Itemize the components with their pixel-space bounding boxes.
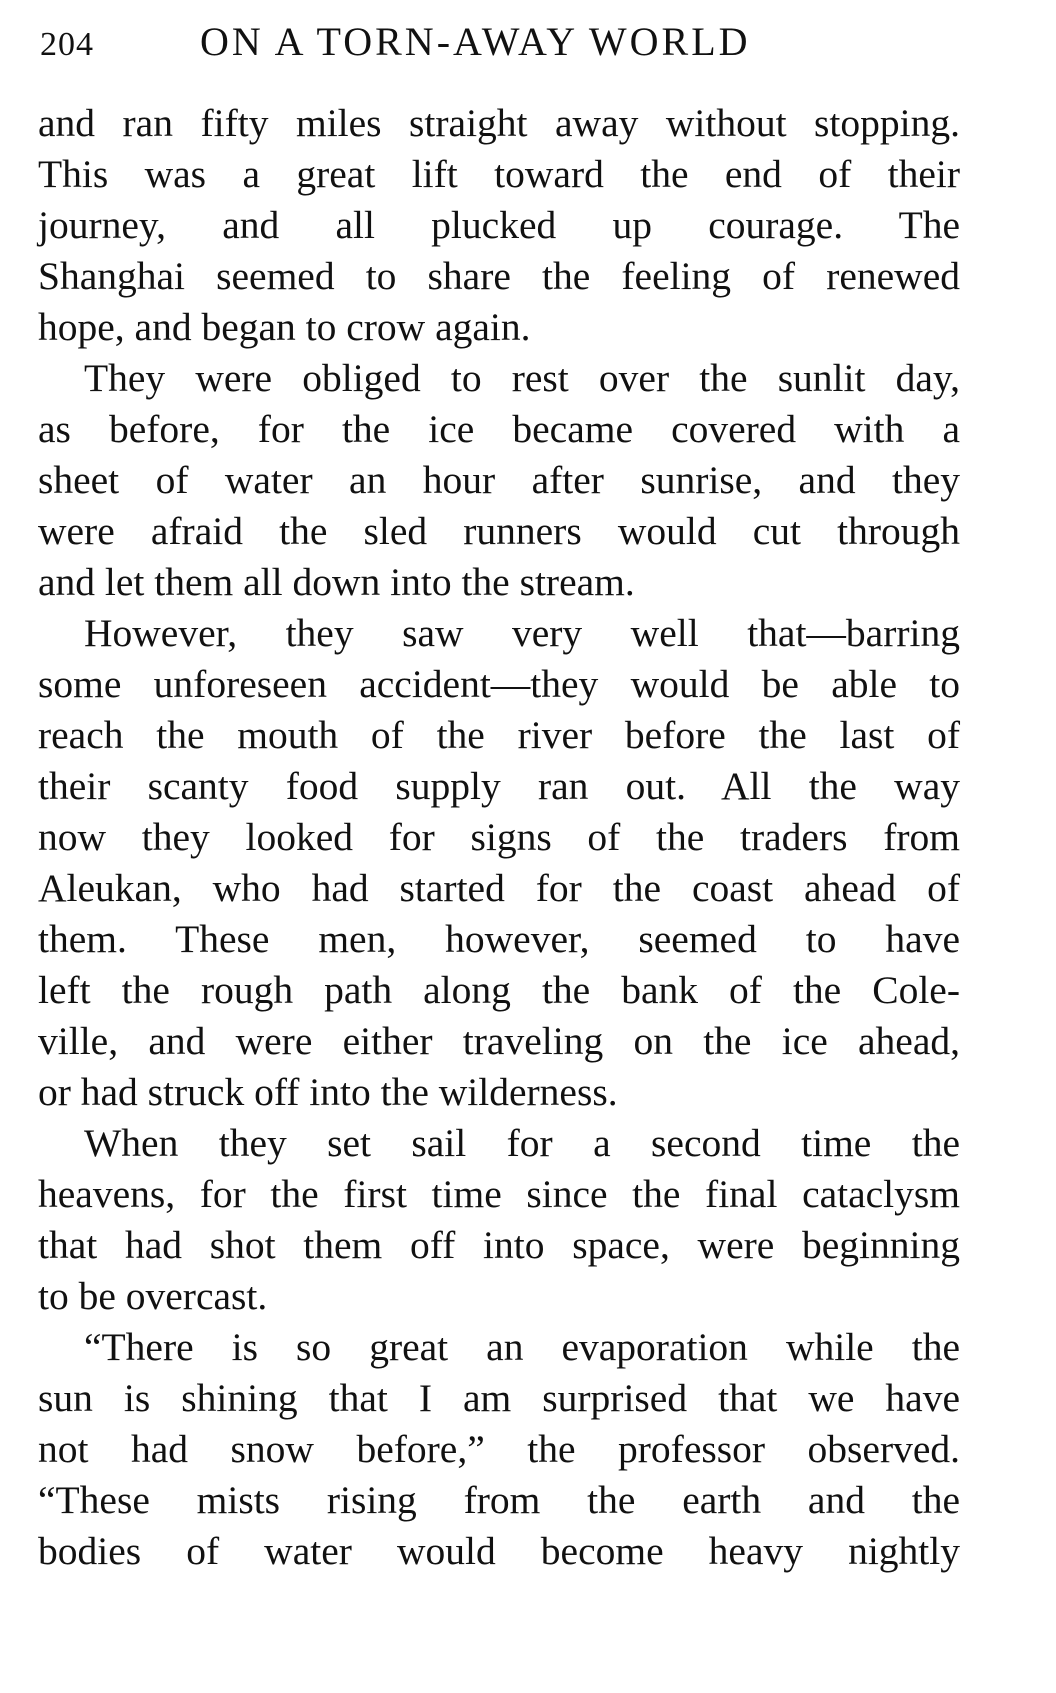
page-number: 204 bbox=[40, 26, 94, 63]
text-line: their scanty food supply ran out. All the way bbox=[38, 764, 960, 808]
text-line: When they set sail for a second time the bbox=[84, 1121, 960, 1165]
text-line: “There is so great an evaporation while the bbox=[84, 1325, 960, 1369]
text-line: or had struck off into the wilderness. bbox=[38, 1070, 618, 1114]
text-line: sheet of water an hour after sunrise, and they bbox=[38, 458, 960, 502]
text-line: left the rough path along the bank of the Cole- bbox=[38, 968, 960, 1012]
text-line: reach the mouth of the river before the last of bbox=[38, 713, 960, 757]
text-line: now they looked for signs of the traders from bbox=[38, 815, 960, 859]
running-header bbox=[40, 14, 870, 70]
paragraph bbox=[38, 353, 960, 608]
text-line: However, they saw very well that—barring bbox=[84, 611, 960, 655]
text-line: This was a great lift toward the end of their bbox=[38, 152, 960, 196]
text-line: sun is shining that I am surprised that we have bbox=[38, 1376, 960, 1420]
text-line: that had shot them off into space, were beginning bbox=[38, 1223, 960, 1267]
text-line: some unforeseen accident—they would be able to bbox=[38, 662, 960, 706]
text-line: as before, for the ice became covered with a bbox=[38, 407, 960, 451]
text-line: ville, and were either traveling on the ice ahead, bbox=[38, 1019, 960, 1063]
paragraph bbox=[38, 98, 960, 353]
text-line: journey, and all plucked up courage. The bbox=[38, 203, 960, 247]
text-line: not had snow before,” the professor observed. bbox=[38, 1427, 960, 1471]
text-line: Shanghai seemed to share the feeling of renewed bbox=[38, 254, 960, 298]
paragraph bbox=[38, 608, 960, 1118]
text-line: Aleukan, who had started for the coast ahead of bbox=[38, 866, 960, 910]
paragraph bbox=[38, 1118, 960, 1322]
running-title: ON A TORN-AWAY WORLD bbox=[200, 19, 751, 64]
text-line: to be overcast. bbox=[38, 1274, 268, 1318]
text-line: were afraid the sled runners would cut through bbox=[38, 509, 960, 553]
text-line: They were obliged to rest over the sunlit day, bbox=[84, 356, 960, 400]
paragraph bbox=[38, 1322, 960, 1577]
text-line: hope, and began to crow again. bbox=[38, 305, 531, 349]
text-line: and let them all down into the stream. bbox=[38, 560, 635, 604]
text-line: them. These men, however, seemed to have bbox=[38, 917, 960, 961]
text-line: bodies of water would become heavy nightly bbox=[38, 1529, 960, 1573]
text-line: heavens, for the first time since the final cataclysm bbox=[38, 1172, 960, 1216]
body-text bbox=[38, 98, 960, 1577]
text-line: “These mists rising from the earth and the bbox=[38, 1478, 960, 1522]
text-line: and ran fifty miles straight away without stopping. bbox=[38, 101, 960, 145]
